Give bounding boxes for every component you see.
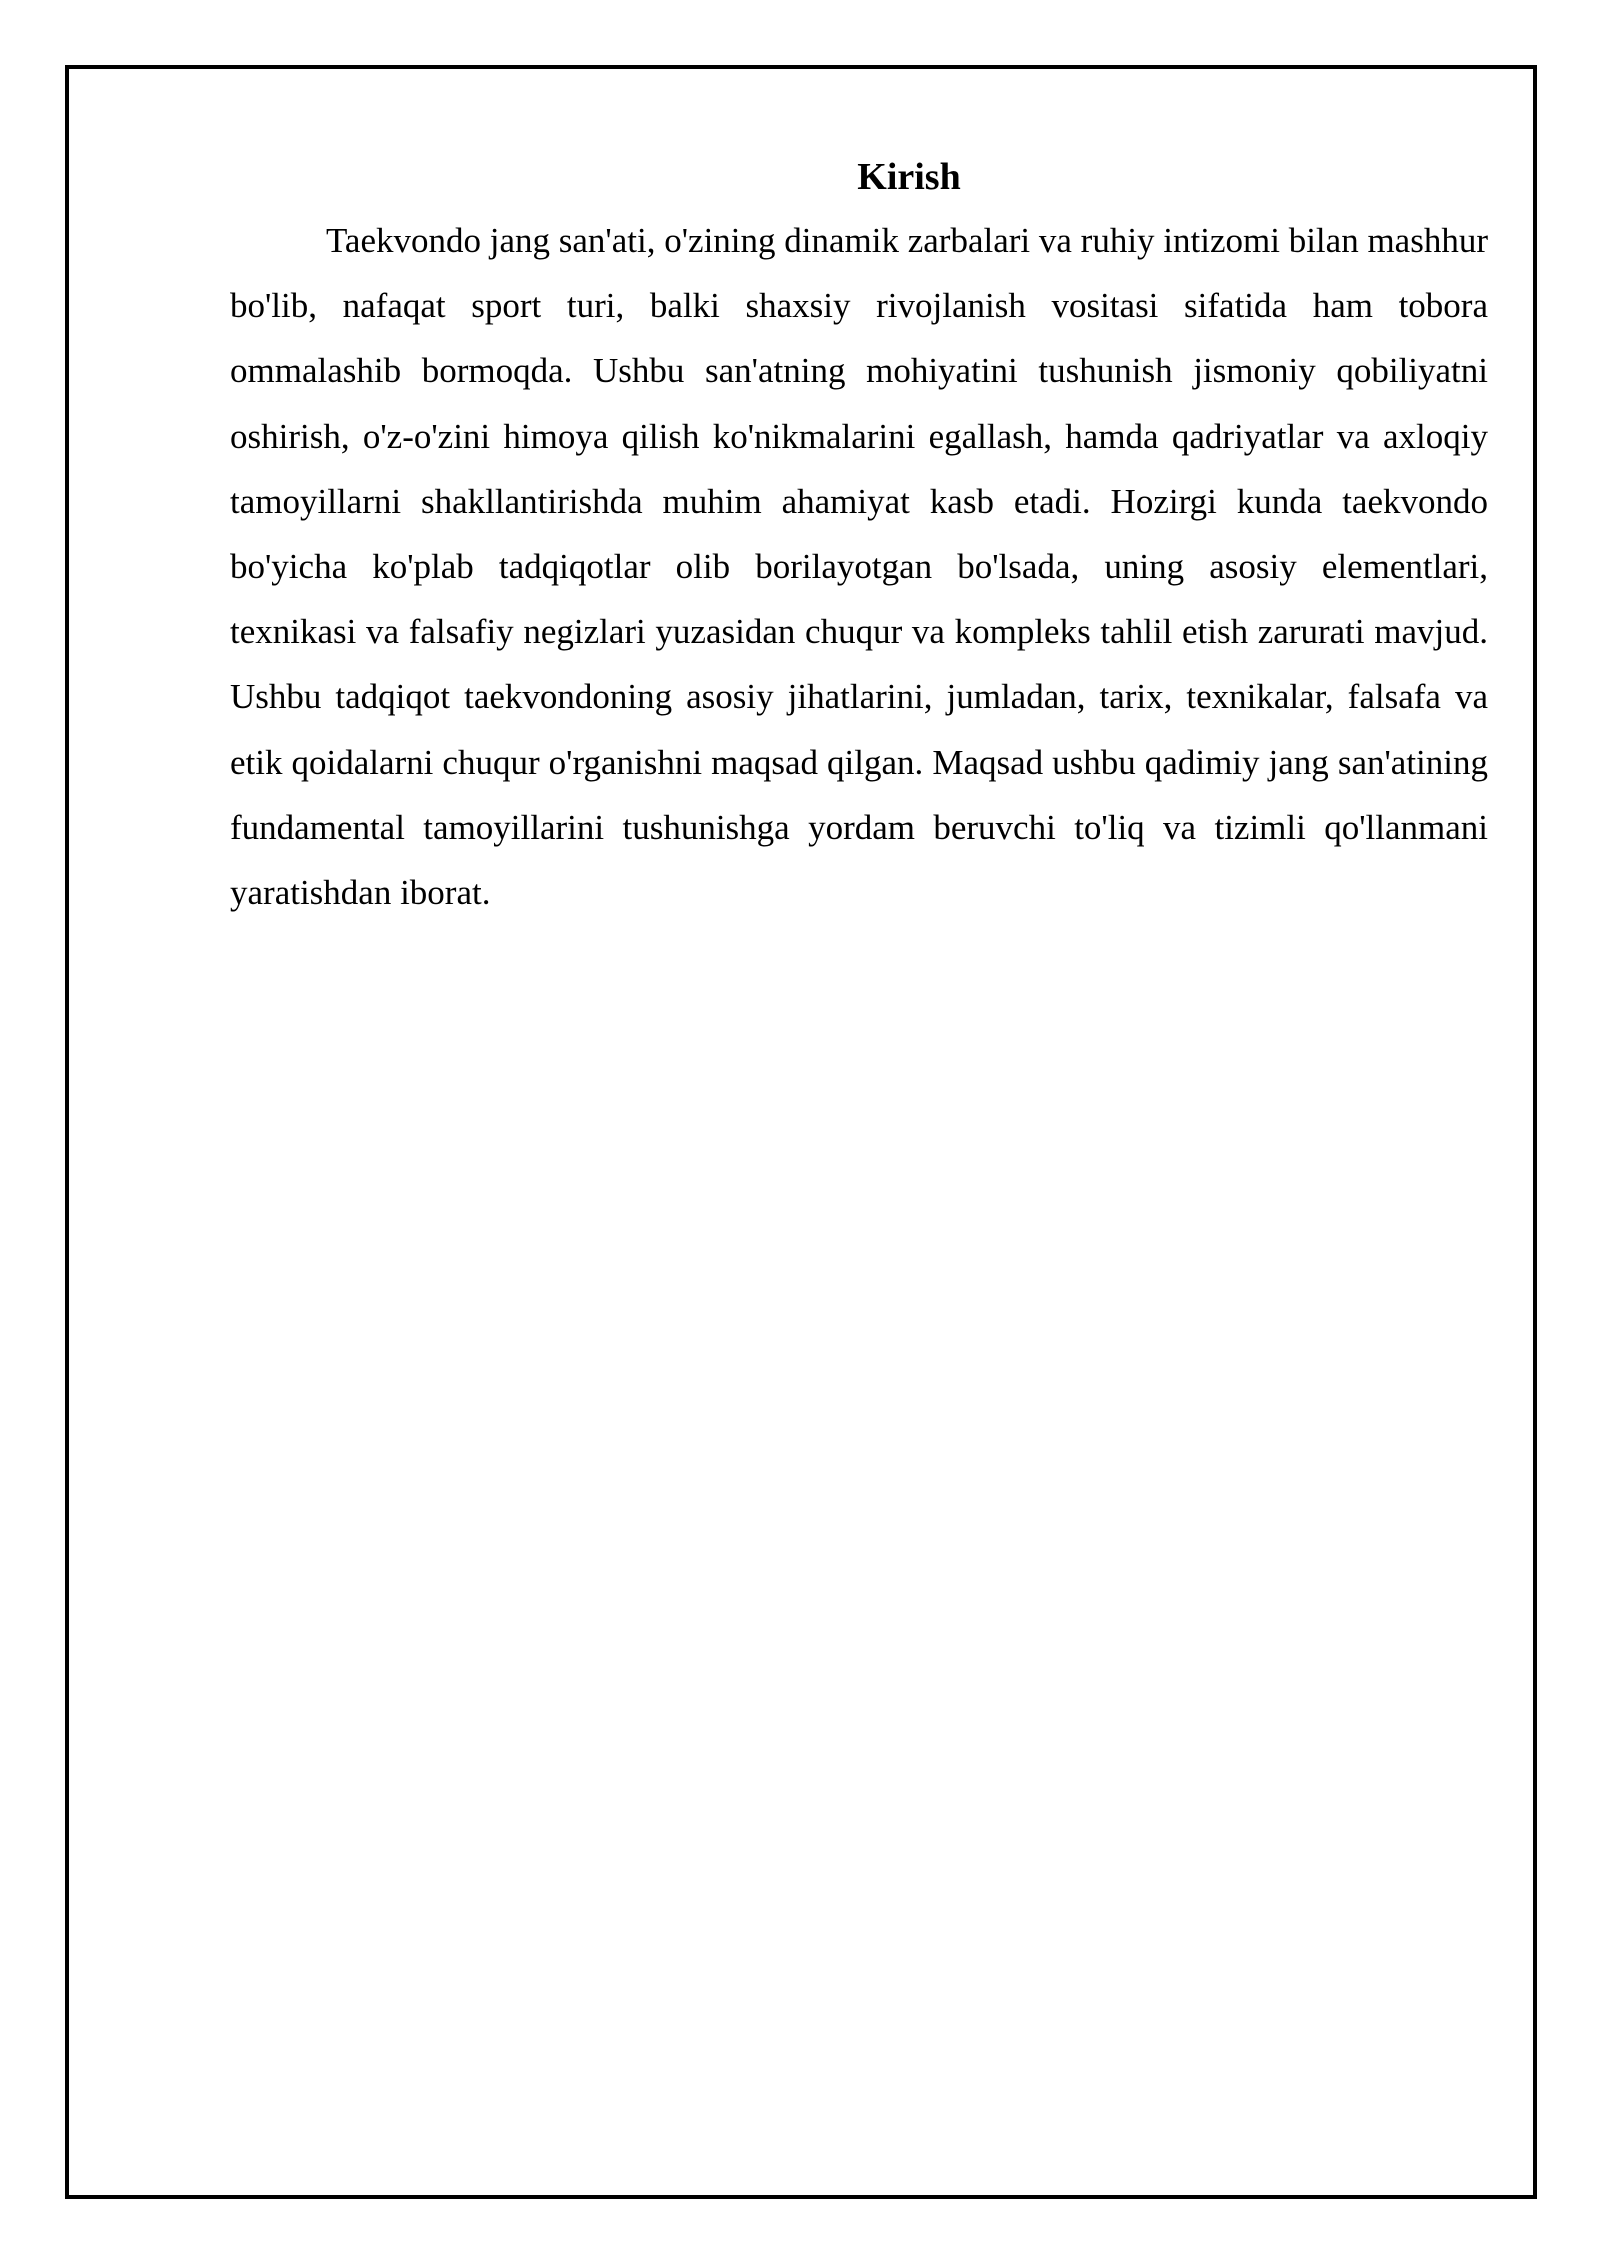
document-body bbox=[230, 146, 1488, 925]
body-paragraph: Taekvondo jang san'ati, o'zining dinamik zarbalari va ruhiy intizomi bilan mashhur bo'lib, nafaqat sport turi, balki shaxsiy rivojlanish vositasi sifatida ham tobora ommalashib bormoqda. Ushbu san'atning mohiyatini tushunish jismoniy qobiliyatni oshirish, o'z-o'zini himoya qilish ko'nikmalarini egallash, hamda qadriyatlar va axloqiy tamoyillarni shakllantirishda muhim ahamiyat kasb etadi. Hozirgi kunda taekvondo bo'yicha ko'plab tadqiqotlar olib borilayotgan bo'lsada, uning asosiy elementlari, texnikasi va falsafiy negizlari yuzasidan chuqur va kompleks tahlil etish zarurati mavjud. Ushbu tadqiqot taekvondoning asosiy jihatlarini, jumladan, tarix, texnikalar, falsafa va etik qoidalarni chuqur o'rganishni maqsad qilgan. Maqsad ushbu qadimiy jang san'atining fundamental tamoyillarini tushunishga yordam beruvchi to'liq va tizimli qo'llanmani yaratishdan iborat. bbox=[230, 221, 1488, 913]
section-heading: Kirish bbox=[857, 156, 961, 198]
